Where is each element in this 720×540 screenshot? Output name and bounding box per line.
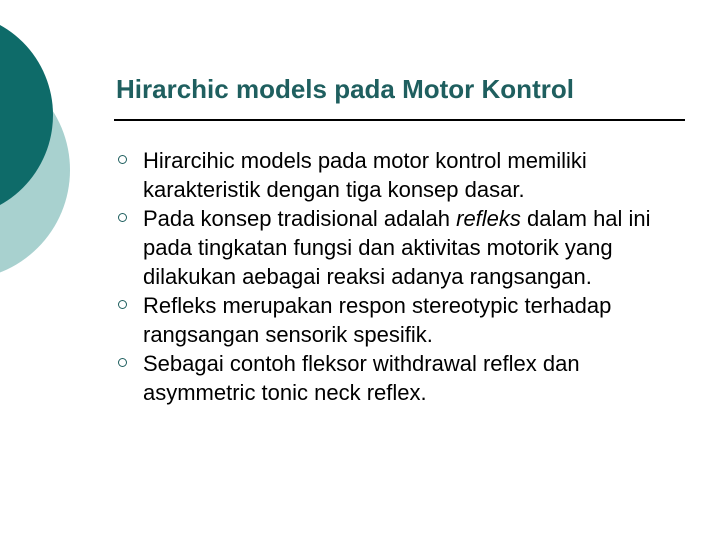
bullet-text: Refleks merupakan respon stereotypic terhadap rangsangan sensorik spesifik. — [143, 293, 612, 347]
title-divider — [114, 119, 685, 121]
bullet-circle-icon — [118, 358, 127, 367]
bullet-text: Hirarcihic models pada motor kontrol memiliki karakteristik dengan tiga konsep dasar. — [143, 148, 587, 202]
bullet-circle-icon — [118, 300, 127, 309]
bullet-item — [115, 291, 675, 349]
bullet-item — [115, 204, 675, 291]
bullet-item — [115, 146, 675, 204]
slide-title: Hirarchic models pada Motor Kontrol — [116, 74, 574, 104]
bullet-text-after: dalam hal ini pada tingkatan fungsi dan aktivitas motorik yang dilakukan aebagai reaksi adanya rangsangan. — [143, 206, 651, 289]
slide-decoration — [0, 0, 120, 290]
bullet-item — [115, 349, 675, 407]
bullet-list — [115, 146, 675, 407]
bullet-emphasis: refleks — [456, 206, 521, 231]
bullet-text: Sebagai contoh fleksor withdrawal reflex dan asymmetric tonic neck reflex. — [143, 351, 580, 405]
bullet-text-before: Pada konsep tradisional adalah — [143, 206, 457, 231]
bullet-circle-icon — [118, 213, 127, 222]
bullet-circle-icon — [118, 155, 127, 164]
